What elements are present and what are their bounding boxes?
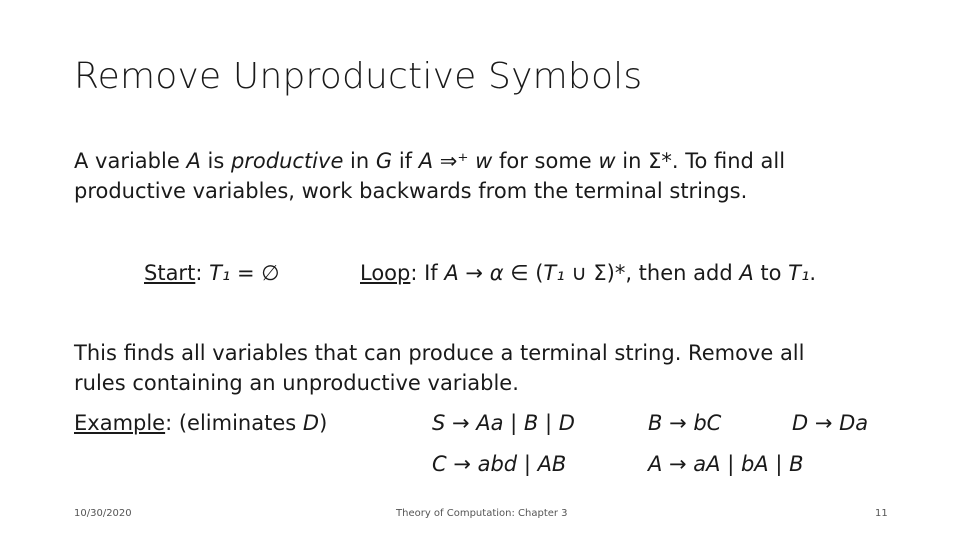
intro-paragraph — [74, 146, 785, 206]
loop-statement: Loop: If A → α ∈ (T₁ ∪ Σ)*, then add A to T₁. — [360, 261, 817, 285]
intro-line-1: A variable A is productive in G if A ⇒⁺ w for some w in Σ*. To find all — [74, 149, 786, 173]
example-label: Example: (eliminates D) — [74, 411, 328, 435]
footer-course: Theory of Computation: Chapter 3 — [396, 508, 568, 519]
after-line-1: This finds all variables that can produce a terminal string. Remove all — [74, 341, 805, 365]
start-statement: Start: T₁ = ∅ — [144, 261, 280, 285]
rule-d: D → Da — [792, 411, 869, 435]
rule-b: B → bC — [648, 411, 722, 435]
rule-a: A → aA | bA | B — [648, 452, 804, 476]
after-paragraph — [74, 338, 804, 398]
footer-page-number: 11 — [875, 508, 888, 519]
rule-s: S → Aa | B | D — [432, 411, 575, 435]
after-line-2: rules containing an unproductive variable. — [74, 371, 519, 395]
footer-date: 10/30/2020 — [74, 508, 132, 519]
intro-line-2: productive variables, work backwards from the terminal strings. — [74, 179, 748, 203]
rule-c: C → abd | AB — [432, 452, 567, 476]
slide-title: Remove Unproductive Symbols — [74, 56, 643, 97]
